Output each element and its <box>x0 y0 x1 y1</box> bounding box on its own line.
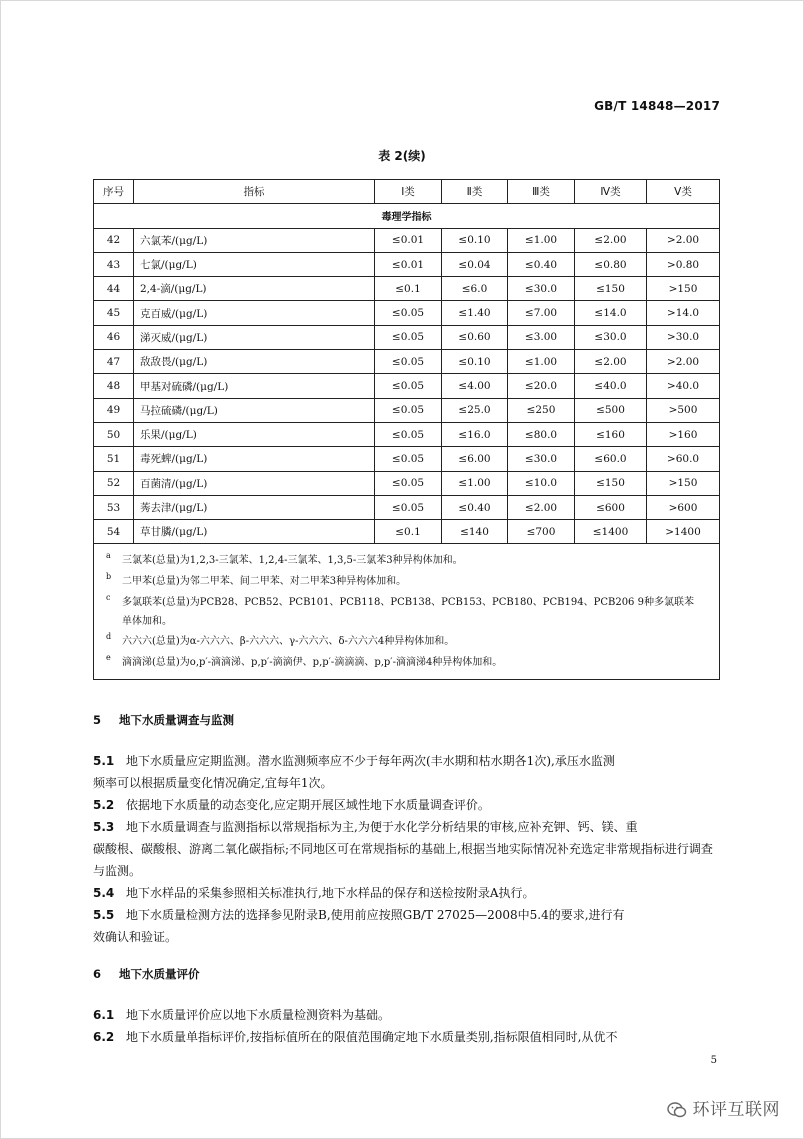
class-1-limit: ≤0.05 <box>375 301 442 325</box>
section-6-heading <box>93 966 200 982</box>
class-5-limit: >2.00 <box>647 350 720 374</box>
table-row <box>94 374 720 398</box>
clause-text: 地下水质量单指标评价,按指标值所在的限值范围确定地下水质量类别,指标限值相同时,从优不 <box>126 1030 618 1044</box>
clause-number: 5.3 <box>93 820 115 834</box>
indicator-name: 七氯/(μg/L) <box>134 252 375 276</box>
class-3-limit: ≤3.00 <box>508 325 575 349</box>
class-3-limit: ≤1.00 <box>508 228 575 252</box>
section-5-number: 5 <box>93 713 102 727</box>
class-4-limit: ≤150 <box>575 277 647 301</box>
table-row <box>94 495 720 519</box>
class-1-limit: ≤0.05 <box>375 398 442 422</box>
class-5-limit: >500 <box>647 398 720 422</box>
col-header-class-1: Ⅰ类 <box>375 180 442 204</box>
watermark <box>667 1095 781 1120</box>
class-2-limit: ≤6.00 <box>442 447 508 471</box>
note-text: 三氯苯(总量)为1,2,3-三氯苯、1,2,4-三氯苯、1,3,5-三氯苯3种异构体加和。 <box>122 555 463 567</box>
section-6-title: 地下水质量评价 <box>119 967 200 981</box>
section-5-title: 地下水质量调查与监测 <box>119 713 234 727</box>
indicator-name: 草甘膦/(μg/L) <box>134 520 375 544</box>
class-5-limit: >150 <box>647 471 720 495</box>
class-4-limit: ≤30.0 <box>575 325 647 349</box>
class-4-limit: ≤2.00 <box>575 228 647 252</box>
class-4-limit: ≤150 <box>575 471 647 495</box>
table-row <box>94 398 720 422</box>
indicator-name: 2,4-滴/(μg/L) <box>134 277 375 301</box>
watermark-text: 环评互联网 <box>692 1100 780 1120</box>
class-5-limit: >30.0 <box>647 325 720 349</box>
row-number: 42 <box>94 228 134 252</box>
class-3-limit: ≤700 <box>508 520 575 544</box>
class-5-limit: >1400 <box>647 520 720 544</box>
class-4-limit: ≤0.80 <box>575 252 647 276</box>
class-2-limit: ≤0.10 <box>442 350 508 374</box>
indicator-name: 莠去津/(μg/L) <box>134 495 375 519</box>
note-text: 六六六(总量)为α-六六六、β-六六六、γ-六六六、δ-六六六4种异构体加和。 <box>122 636 455 648</box>
wechat-logo-icon <box>667 1101 687 1119</box>
class-2-limit: ≤0.04 <box>442 252 508 276</box>
class-4-limit: ≤60.0 <box>575 447 647 471</box>
standard-code: GB/T 14848—2017 <box>594 99 720 113</box>
row-number: 48 <box>94 374 134 398</box>
class-1-limit: ≤0.1 <box>375 277 442 301</box>
class-4-limit: ≤600 <box>575 495 647 519</box>
table-title: 表 2(续) <box>378 149 426 163</box>
note-text-continued: 单体加和。 <box>122 616 172 628</box>
group-label: 毒理学指标 <box>94 204 720 228</box>
row-number: 45 <box>94 301 134 325</box>
class-4-limit: ≤500 <box>575 398 647 422</box>
table-row <box>94 422 720 446</box>
clause-text: 地下水质量应定期监测。潜水监测频率应不少于每年两次(丰水期和枯水期各1次),承压水监测 <box>126 754 615 768</box>
class-3-limit: ≤250 <box>508 398 575 422</box>
clause-text-continued: 碳酸根、碳酸根、游离二氧化碳指标;不同地区可在常规指标的基础上,根据当地实际情况补充选定非常规指标进行调查与监测。 <box>93 842 713 878</box>
col-header-class-3: Ⅲ类 <box>508 180 575 204</box>
clause-text: 地下水质量检测方法的选择参见附录B,使用前应按照GB/T 27025—2008中5.4的要求,进行有 <box>126 908 625 922</box>
class-4-limit: ≤14.0 <box>575 301 647 325</box>
table-row <box>94 447 720 471</box>
table-header-row <box>94 180 720 204</box>
class-5-limit: >150 <box>647 277 720 301</box>
note-text: 二甲苯(总量)为邻二甲苯、间二甲苯、对二甲苯3种异构体加和。 <box>122 576 407 588</box>
class-1-limit: ≤0.05 <box>375 447 442 471</box>
class-3-limit: ≤80.0 <box>508 422 575 446</box>
clause-text: 依据地下水质量的动态变化,应定期开展区域性地下水质量调查评价。 <box>126 798 490 812</box>
row-number: 43 <box>94 252 134 276</box>
note-marker: d <box>106 632 112 642</box>
class-2-limit: ≤0.10 <box>442 228 508 252</box>
class-5-limit: >2.00 <box>647 228 720 252</box>
clause-number: 5.1 <box>93 754 115 768</box>
class-1-limit: ≤0.05 <box>375 495 442 519</box>
class-5-limit: >600 <box>647 495 720 519</box>
class-3-limit: ≤30.0 <box>508 447 575 471</box>
table-note <box>106 592 719 631</box>
col-header-no: 序号 <box>94 180 134 204</box>
clause-number: 6.1 <box>93 1008 115 1022</box>
clause-number: 5.5 <box>93 908 115 922</box>
class-2-limit: ≤140 <box>442 520 508 544</box>
class-3-limit: ≤1.00 <box>508 350 575 374</box>
clause-6-1 <box>93 1004 723 1026</box>
class-2-limit: ≤1.40 <box>442 301 508 325</box>
col-header-class-4: Ⅳ类 <box>575 180 647 204</box>
note-text: 滴滴涕(总量)为o,p′-滴滴涕、p,p′-滴滴伊、p,p′-滴滴滴、p,p′-滴滴涕4种异构体加和。 <box>122 657 503 669</box>
class-2-limit: ≤0.40 <box>442 495 508 519</box>
class-1-limit: ≤0.05 <box>375 325 442 349</box>
class-5-limit: >0.80 <box>647 252 720 276</box>
class-1-limit: ≤0.05 <box>375 350 442 374</box>
clause-text: 地下水质量调查与监测指标以常规指标为主,为便于水化学分析结果的审核,应补充钾、钙、镁、重 <box>126 820 638 834</box>
class-1-limit: ≤0.01 <box>375 228 442 252</box>
table-note <box>106 631 719 652</box>
table-row <box>94 325 720 349</box>
class-4-limit: ≤1400 <box>575 520 647 544</box>
note-marker: a <box>106 551 111 561</box>
class-2-limit: ≤6.0 <box>442 277 508 301</box>
table-row <box>94 520 720 544</box>
clause-5-2 <box>93 794 723 816</box>
class-3-limit: ≤2.00 <box>508 495 575 519</box>
col-header-class-5: Ⅴ类 <box>647 180 720 204</box>
row-number: 46 <box>94 325 134 349</box>
class-5-limit: >60.0 <box>647 447 720 471</box>
table-row <box>94 301 720 325</box>
table-row <box>94 350 720 374</box>
class-1-limit: ≤0.05 <box>375 422 442 446</box>
indicator-name: 克百威/(μg/L) <box>134 301 375 325</box>
clause-text: 地下水样品的采集参照相关标准执行,地下水样品的保存和送检按附录A执行。 <box>126 886 535 900</box>
indicator-name: 涕灭威/(μg/L) <box>134 325 375 349</box>
row-number: 52 <box>94 471 134 495</box>
notes-row <box>94 544 720 680</box>
row-number: 49 <box>94 398 134 422</box>
note-marker: c <box>106 593 111 603</box>
table-row <box>94 277 720 301</box>
section-5-heading <box>93 712 234 728</box>
class-3-limit: ≤10.0 <box>508 471 575 495</box>
row-number: 53 <box>94 495 134 519</box>
table-row <box>94 471 720 495</box>
section-6-number: 6 <box>93 967 102 981</box>
clause-number: 5.4 <box>93 886 115 900</box>
table-row <box>94 252 720 276</box>
indicator-name: 马拉硫磷/(μg/L) <box>134 398 375 422</box>
table-note <box>106 652 719 673</box>
note-marker: e <box>106 653 111 663</box>
group-row <box>94 204 720 228</box>
row-number: 50 <box>94 422 134 446</box>
row-number: 51 <box>94 447 134 471</box>
class-4-limit: ≤160 <box>575 422 647 446</box>
col-header-indicator: 指标 <box>134 180 375 204</box>
class-2-limit: ≤4.00 <box>442 374 508 398</box>
clause-5-4 <box>93 882 723 904</box>
class-1-limit: ≤0.05 <box>375 374 442 398</box>
indicator-name: 甲基对硫磷/(μg/L) <box>134 374 375 398</box>
row-number: 47 <box>94 350 134 374</box>
class-3-limit: ≤7.00 <box>508 301 575 325</box>
clause-text-continued: 效确认和验证。 <box>93 930 178 944</box>
class-3-limit: ≤0.40 <box>508 252 575 276</box>
row-number: 54 <box>94 520 134 544</box>
indicator-name: 毒死蜱/(μg/L) <box>134 447 375 471</box>
class-5-limit: >14.0 <box>647 301 720 325</box>
note-text: 多氯联苯(总量)为PCB28、PCB52、PCB101、PCB118、PCB138、PCB153、PCB180、PCB194、PCB206 9种多氯联苯 <box>122 597 694 609</box>
table-note <box>106 571 719 592</box>
class-2-limit: ≤25.0 <box>442 398 508 422</box>
table-note <box>106 550 719 571</box>
clause-5-1 <box>93 750 723 794</box>
class-1-limit: ≤0.1 <box>375 520 442 544</box>
indicator-name: 六氯苯/(μg/L) <box>134 228 375 252</box>
table-notes <box>94 544 720 680</box>
note-marker: b <box>106 572 112 582</box>
class-2-limit: ≤1.00 <box>442 471 508 495</box>
class-1-limit: ≤0.01 <box>375 252 442 276</box>
indicator-name: 乐果/(μg/L) <box>134 422 375 446</box>
table-row <box>94 228 720 252</box>
class-1-limit: ≤0.05 <box>375 471 442 495</box>
class-3-limit: ≤20.0 <box>508 374 575 398</box>
class-5-limit: >160 <box>647 422 720 446</box>
class-2-limit: ≤16.0 <box>442 422 508 446</box>
class-3-limit: ≤30.0 <box>508 277 575 301</box>
clause-5-3 <box>93 816 723 882</box>
clause-text-continued: 频率可以根据质量变化情况确定,宜每年1次。 <box>93 776 333 790</box>
class-2-limit: ≤0.60 <box>442 325 508 349</box>
clause-6-2 <box>93 1026 723 1048</box>
page-number: 5 <box>710 1055 717 1066</box>
clause-number: 6.2 <box>93 1030 115 1044</box>
col-header-class-2: Ⅱ类 <box>442 180 508 204</box>
toxicology-table <box>93 179 719 680</box>
clause-text: 地下水质量评价应以地下水质量检测资料为基础。 <box>126 1008 391 1022</box>
clause-number: 5.2 <box>93 798 115 812</box>
row-number: 44 <box>94 277 134 301</box>
clause-5-5 <box>93 904 723 948</box>
class-4-limit: ≤40.0 <box>575 374 647 398</box>
indicator-name: 敌敌畏/(μg/L) <box>134 350 375 374</box>
indicator-name: 百菌清/(μg/L) <box>134 471 375 495</box>
class-5-limit: >40.0 <box>647 374 720 398</box>
class-4-limit: ≤2.00 <box>575 350 647 374</box>
